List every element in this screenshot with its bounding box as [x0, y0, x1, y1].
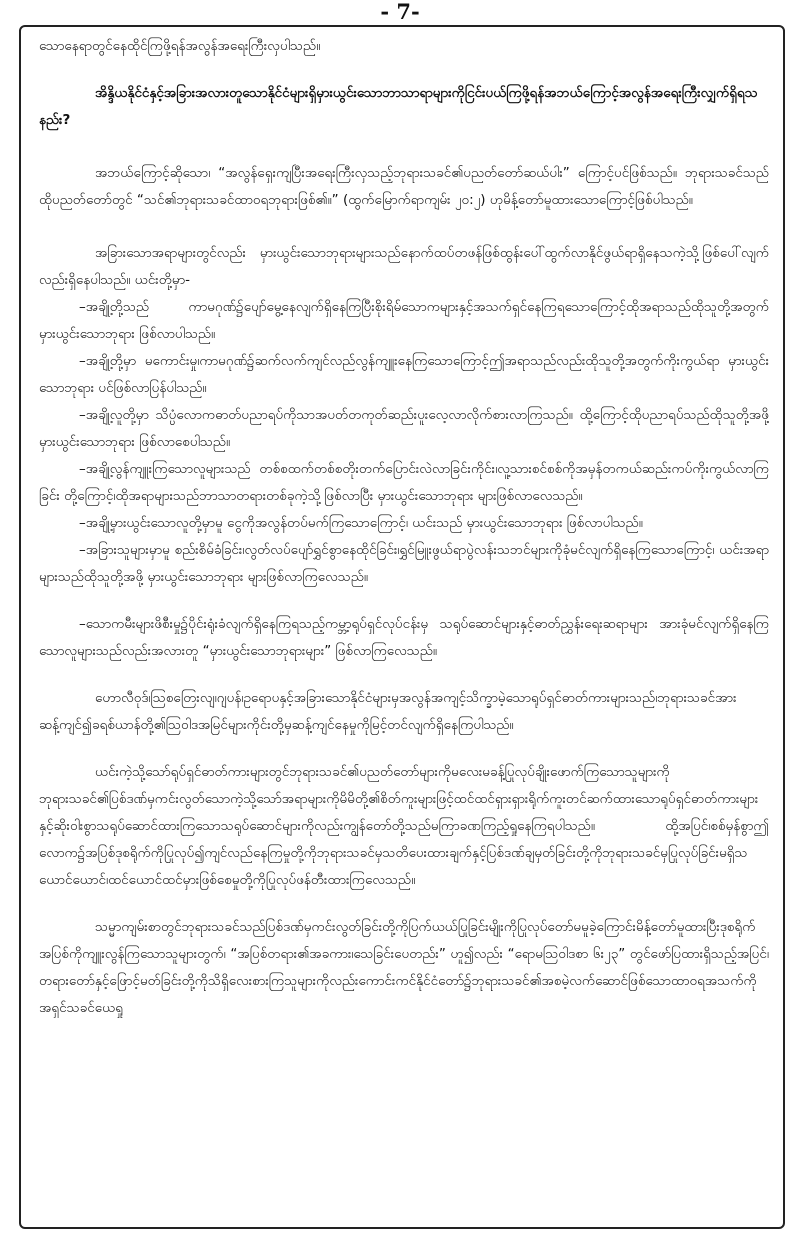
page-border [19, 25, 785, 1229]
list-item: –အချို့တို့သည် ကာမဂုဏ်၌ပျော်မွေ့နေလျက်ရှိနေကြပြီးစိုးရိမ်သောကများနှင့်အသက်ရှင်နေကြရသောကြောင့်ထိုအရာသည်ထိုသူတို့အတွက် မှားယွင်းသောဘုရား ဖြစ်လာပါသည်။ [39, 299, 769, 342]
paragraph-answer: အဘယ်ကြောင့်ဆိုသော၊ “အလွန်ရှေးကျပြီးအရေးကြီးလှသည့်ဘုရားသခင်၏ပညတ်တော်ဆယ်ပါး” ကြောင့်ပင်ဖြစ်သည်။ ဘုရားသခင်သည်ထိုပညတ်တော်တွင် “သင်၏ဘုရားသခင်ထာဝရဘုရားဖြစ်၏။” (ထွက်မြောက်ရာကျမ်း ၂၀:၂) ဟုမိန့်တော်မူထားသောကြောင့်ဖြစ်ပါသည်။ [39, 165, 769, 208]
list-item: –အခြားသူများမှာမူ စည်းစိမ်ခံခြင်း၊လွတ်လပ်ပျော်ရွှင်စွာနေထိုင်ခြင်း၊ရွှင်မြူးဖွယ်ရာပွဲလန်းသဘင်များကိုခုံမင်လျက်ရှိနေကြသောကြောင့်၊ ယင်းအရာများသည်ထိုသူတို့အဖို့ မှားယွင်းသောဘုရား များဖြစ်လာကြလေသည်။ [39, 542, 769, 585]
list-item: –သောကမီးများဖိစီးမှု၌ပိုင်းရုံးခံလျက်ရှိနေကြရသည့်ကမ္ဘာ့ရုပ်ရှင်လုပ်ငန်းမှ သရုပ်ဆောင်များနှင့်ဓာတ်ညွှန်းရေးဆရာများ အားခုံမင်လျက်ရှိနေကြသောလူများသည်လည်းအလားတူ “မှားယွင်းသောဘုရားများ” ဖြစ်လာကြလေသည်။ [39, 616, 769, 659]
question-heading: အိန္ဒိယနိုင်ငံနှင့်အခြားအလားတူသောနိုင်ငံများရှိမှားယွင်းသောဘာသာရာများကိုငြင်းပယ်ကြဖို့ရန်အဘယ်ကြောင့်အလွန်အရေးကြီးလျှက်ရှိရသနည်း? [39, 85, 758, 128]
list-item: –အချို့မှားယွင်းသောလူတို့မှာမူ ငွေကိုအလွန်တပ်မက်ကြသောကြောင့်၊ ယင်းသည် မှားယွင်းသောဘုရား ဖြစ်လာပါသည်။ [79, 515, 643, 531]
list-item: –အချို့လူတို့မှာ သိပ္ပံလောကဓာတ်ပညာရပ်ကိုသာအပတ်တကုတ်ဆည်းပူးလေ့လာလိုက်စားလာကြသည်။ ထို့ကြောင့်ထိုပညာရပ်သည်ထိုသူတို့အဖို့ မှားယွင်းသောဘုရား ဖြစ်လာစေပါသည်။ [39, 407, 769, 450]
page-number: - 7- [380, 0, 420, 24]
list-item: –အချို့လွန်ကျူးကြသောလူများသည် တစ်စထက်တစ်စတိုးတက်ပြောင်းလဲလာခြင်းကိုင်း၊လူ့သားစင်စစ်ကိုအမှန်တကယ်ဆည်းကပ်ကိုးကွယ်လာကြခြင်း တို့ကြောင့်၊ထိုအရာများသည်ဘာသာတရားတစ်ခုကဲ့သို့ဖြစ်လာပြီး မှားယွင်းသောဘုရား များဖြစ်လာလေသည်။ [39, 461, 769, 504]
paragraph-hollywood: ဟောလီဝုဒ်၊ဩစတြေးလျ၊ဂျပန်၊ဥရောပနှင့်အခြားသောနိုင်ငံများမှအလွန်အကျင့်သိက္ခာမဲ့သောရုပ်ရှင်ဓာတ်ကားများသည်၊ဘုရားသခင်အားဆန့်ကျင်၍ခရစ်ယာန်တို့၏ဩဝါဒအမြင်များကိုင်းတို့မှဆန့်ကျင်နေမှုကိုမြင့်တင်လျက်ရှိနေကြပါသည်။ [39, 690, 737, 733]
list-item: –အချို့တို့မှာ မကောင်းမှု၊ကာမဂုဏ်၌ဆက်လက်ကျင်လည်လွန်ကျူးနေကြသောကြောင့်ဤအရာသည်လည်းထိုသူတို့အတွက်ကိုးကွယ်ရာ မှားယွင်းသောဘုရား ပင်ဖြစ်လာပြန်ပါသည်။ [39, 353, 769, 396]
paragraph-intro: သောနေရာတွင်နေထိုင်ကြဖို့ရန်အလွန်အရေးကြီးလှပါသည်။ [39, 38, 321, 54]
paragraph-scripture: သမ္မာကျမ်းစာတွင်ဘုရားသခင်သည်ပြစ်ဒဏ်မှကင်းလွတ်ခြင်းတို့ကိုပြက်ယယ်ပြုခြင်းမျိုးကိုပြုလုပ်တော်မမူခဲ့ကြောင်းမိန့်တော်မူထားပြီးဒုစရိုက်အပြစ်ကိုကျူးလွန်ကြသောသူများတွက်၊ “အပြစ်တရား၏အခကား၊သေခြင်းပေတည်း” ဟူ၍လည်း “ရောမဩဝါဒစာ ၆း၂၃” တွင်ဖော်ပြထားရှိသည့်အပြင်၊တရားတော်နှင့်ဖြောင့်မတ်ခြင်းတို့ကိုသိရှိလေးစားကြသူများကိုလည်းကောင်းကင်နိုင်ငံတော်၌ဘုရားသခင်၏အစမဲ့လက်ဆောင်ဖြစ်သောထာဝရအသက်ကိုအရှင်သခင်ယေရှု [39, 919, 769, 1016]
paragraph-films: ယင်းကဲ့သို့သော်ရုပ်ရှင်ဓာတ်ကားများတွင်ဘုရားသခင်၏ပညတ်တော်များကိုမလေးမခန့်ပြုလုပ်ချိုးဖောက်ကြသောသူများကိုဘုရားသခင်၏ပြစ်ဒဏ်မှကင်းလွတ်သောကဲ့သို့သော်အရာများကိုမိမိတို့၏စိတ်ကူးများဖြင့်ထင်ထင်ရှားရှားရိုက်ကူးတင်ဆက်ထားသောရုပ်ရှင်ဓာတ်ကားများနှင့်ဆိုးဝါးစွာသရုပ်ဆောင်ထားကြသောသရုပ်ဆောင်များကိုလည်းကျွန်တော်တို့သည်မကြာခဏကြည့်ရှုနေကြရပါသည်။ ထို့အပြင်၊စစ်မှန်စွာဤလောက၌အပြစ်ဒုစရိုက်ကိုပြုလုပ်၍ကျင်လည်နေကြမှုတို့ကိုဘုရားသခင်မှသတိပေးထားချက်နှင့်ပြစ်ဒဏ်ချမှတ်ခြင်းတို့ကိုဘုရားသခင်မှပြုလုပ်ခြင်းမရှိသယောင်ယောင်၊ထင်ယောင်ထင်မှားဖြစ်စေမှုတို့ကိုပြုလုပ်ဖန်တီးထားကြလေသည်။ [39, 764, 769, 888]
paragraph-other-things: အခြားသောအရာများတွင်လည်း မှားယွင်းသောဘုရားများသည်နောက်ထပ်တဖန်ဖြစ်ထွန်းပေါ်ထွက်လာနိုင်ဖွယ်ရာရှိနေသကဲ့သို့ဖြစ်ပေါ်လျက်လည်းရှိနေပါသည်။ ယင်းတို့မှာ- [39, 245, 769, 288]
